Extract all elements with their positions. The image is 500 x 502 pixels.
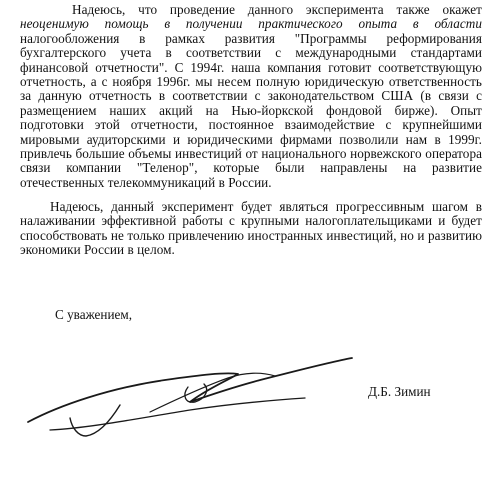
signature-stroke-loop [185,384,207,402]
closing-salutation: С уважением, [55,307,132,322]
signature-stroke-main [28,358,352,422]
signer-name: Д.Б. Зимин [368,384,431,399]
signature-stroke-tail [70,405,120,436]
signature-stroke-underline [50,398,305,430]
paragraph-1-rest: налогообложения в рамках развития "Программы реформирования бухгалтерского учета в соответствии с международными стандартами финансовой отчетности". С 1994г. наша компания готовит соответствующую отчетность, а с ноября 1996г. мы несем полную юридическую ответственность за данную отчетность в соответствии с законодательством США (в связи с размещением наших акций на Нью-йоркской фондовой бирже). Опыт подготовки этой отчетности, постоянное взаимодействие с крупнейшими мировыми аудиторскими и юридическими фирмами позволили нам в 1999г. привлечь большие объемы инвестиций от национального норвежского оператора связи компании "Теленор", которые были направлены на развитие отечественных телекоммуникаций в России. [20,30,482,190]
paragraph-1-emphasis: неоценимую помощь в получении практического опыта в области [20,16,482,32]
letter-paragraph-1 [20,3,482,190]
letter-paragraph-2: Надеюсь, данный эксперимент будет являться прогрессивным шагом в налаживании эффективной работы с крупными налогоплательщиками и будет способствовать не только привлечению иностранных инвестиций, но и развитию экономики России в целом. [20,199,482,258]
paragraph-1-lead: Надеюсь, что проведение данного эксперимента также окажет [72,2,482,17]
signature-stroke-flourish [150,373,275,412]
